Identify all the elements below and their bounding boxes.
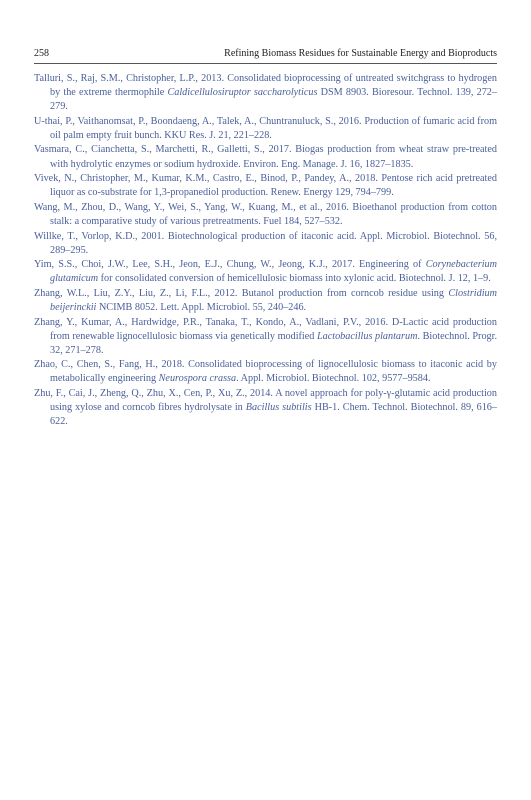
reference-entry (34, 201, 497, 229)
reference-italic-text: Clostridium beijerinckii (50, 287, 497, 313)
reference-text: Zhu, F., Cai, J., Zheng, Q., Zhu, X., Cen, P., Xu, Z., 2014. A novel approach for poly-γ-glutamic acid production using xylose and corncob fibres hydrolysate in (34, 388, 497, 414)
reference-italic-text: Corynebacterium glutamicum (50, 259, 497, 285)
reference-entry (34, 287, 497, 315)
running-title: Refining Biomass Residues for Sustainable Energy and Bioproducts (224, 48, 497, 59)
reference-entry (34, 143, 497, 171)
reference-text: . Biotechnol. Progr. 32, 271–278. (50, 330, 498, 356)
reference-text: Yim, S.S., Choi, J.W., Lee, S.H., Jeon, E.J., Chung, W., Jeong, K.J., 2017. Engineering of (34, 259, 426, 271)
reference-italic-text: Caldicellulosiruptor saccharolyticus (167, 87, 318, 99)
reference-italic-text: Bacillus subtilis (245, 402, 312, 414)
reference-entry (34, 115, 497, 143)
reference-text: Zhao, C., Chen, S., Fang, H., 2018. Consolidated bioprocessing of lignocellulosic biomass to itaconic acid by metabolically engineering (34, 359, 497, 385)
reference-italic-text: Lactobacillus plantarum (316, 330, 418, 342)
reference-text: Wang, M., Zhou, D., Wang, Y., Wei, S., Yang, W., Kuang, M., et al., 2016. Bioethanol production from cotton stalk: a comparative study of various pretreatments. Fuel 184, 527–532. (34, 201, 497, 227)
reference-text: Zhang, Y., Kumar, A., Hardwidge, P.R., Tanaka, T., Kondo, A., Vadlani, P.V., 2016. D-Lactic acid production from renewable lignocellulosic biomass via genetically modified (34, 316, 497, 342)
reference-text: HB-1. Chem. Technol. Biotechnol. 89, 616–622. (50, 402, 497, 428)
reference-text: Zhang, W.L., Liu, Z.Y., Liu, Z., Li, F.L., 2012. Butanol production from corncob residue using (34, 287, 449, 299)
reference-text: Willke, T., Vorlop, K.D., 2001. Biotechnological production of itaconic acid. Appl. Microbiol. Biotechnol. 56, 289–295. (34, 230, 497, 256)
reference-italic-text: Neurospora crassa (158, 373, 237, 385)
page-number: 258 (34, 48, 49, 59)
reference-entry (34, 230, 497, 258)
reference-text: Vasmara, C., Cianchetta, S., Marchetti, R., Galletti, S., 2017. Biogas production from wheat straw pre-treated with hydrolytic enzymes or sodium hydroxide. Environ. Eng. Manage. J. 16, 1827–1835. (34, 144, 497, 170)
reference-entry (34, 258, 497, 286)
reference-text: U-thai, P., Vaithanomsat, P., Boondaeng, A., Talek, A., Chuntranuluck, S., 2016. Production of fumaric acid from oil palm empty fruit bunch. KKU Res. J. 21, 221–228. (34, 115, 497, 141)
reference-text: Vivek, N., Christopher, M., Kumar, K.M., Castro, E., Binod, P., Pandey, A., 2018. Pentose rich acid pretreated liquor as co-substrate for 1,3-propanediol production. Renew. Energy 129, 794–799. (34, 173, 497, 199)
reference-entry (34, 72, 497, 114)
reference-text: NCIMB 8052. Lett. Appl. Microbiol. 55, 240–246. (96, 302, 307, 313)
header-rule (34, 63, 497, 64)
reference-entry (34, 316, 497, 358)
reference-entry (34, 172, 497, 200)
reference-text: DSM 8903. Bioresour. Technol. 139, 272–279. (50, 87, 497, 113)
reference-text: for consolidated conversion of hemicellulosic biomass into xylonic acid. Biotechnol. J. 12, 1–9. (98, 273, 491, 285)
reference-entry (34, 358, 497, 386)
reference-entry (34, 387, 497, 429)
reference-text: Talluri, S., Raj, S.M., Christopher, L.P., 2013. Consolidated bioprocessing of untreated switchgrass to hydrogen by the extreme thermophile (34, 73, 497, 99)
reference-text: . Appl. Microbiol. Biotechnol. 102, 9577–9584. (236, 373, 431, 385)
reference-list (34, 72, 497, 430)
